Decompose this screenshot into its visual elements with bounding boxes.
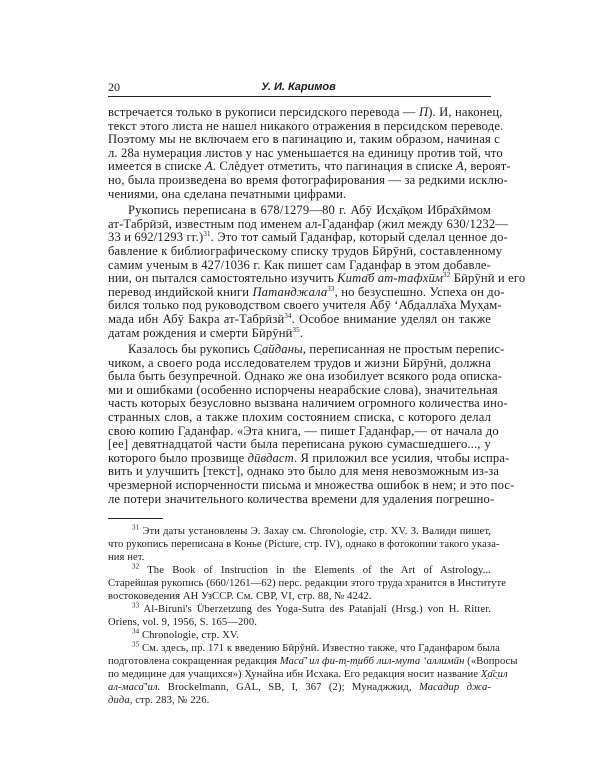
italic-text: Патанджала xyxy=(252,284,328,299)
italic-text: А xyxy=(455,159,464,174)
italic-text: дида, xyxy=(108,695,133,707)
body-line xyxy=(108,284,505,300)
footnote-ref: 34 xyxy=(284,311,292,320)
text-run: См. здесь, пр. 171 к введению Бӣрӯнӣ. Известно также, что Г̣аданфаром была xyxy=(139,643,500,655)
italic-text: Масадир джа- xyxy=(418,682,491,694)
body-line xyxy=(108,132,501,147)
text-run: , но безуспешно. Успеха он до- xyxy=(334,284,505,299)
text-run: Старейшая рукопись (660/1261—62) перс. редакции этого труда хранится в Институте xyxy=(108,578,507,590)
text-run: Поэтому мы не включаем его в пагинацию и, таким образом, начиная с xyxy=(108,132,501,147)
text-run: по медицине для учащихся») Х̣унайна ибн Исхака. Его редакция носит название xyxy=(108,669,481,681)
body-line xyxy=(108,118,504,134)
body-line xyxy=(108,464,500,479)
text-run: чиком, а своего рода исследователем трудов и жизни Бӣрӯнӣ, должна xyxy=(108,355,491,370)
footnote-line xyxy=(108,538,500,551)
body-line xyxy=(108,327,491,341)
footnote-line xyxy=(108,668,508,681)
text-run: самим ученым в 427/1036 г. Как пишет сам Г̣аданфар в этом добавле- xyxy=(108,257,491,272)
italic-text: Х̣а̄с̣ил xyxy=(480,669,508,681)
body-line xyxy=(108,491,495,507)
body-line xyxy=(108,382,498,398)
text-run: бавление к библиографическому списку трудов Бӣрӯнӣ, составленному xyxy=(108,243,503,258)
body-line xyxy=(108,172,508,188)
footnote-ref: 33 xyxy=(132,601,140,610)
footnote-ref: 34 xyxy=(132,627,140,636)
text-run: . Особое внимание уделял он также xyxy=(291,311,491,326)
running-title: У. И. Каримов xyxy=(261,81,336,93)
text-run: ния нет. xyxy=(108,552,145,564)
italic-text: П xyxy=(418,105,429,119)
footnote-line xyxy=(108,590,491,603)
body-line xyxy=(108,396,508,411)
text-run: 33 и 692/1293 гг.) xyxy=(108,230,204,245)
body-line xyxy=(108,342,505,357)
body-line xyxy=(108,369,503,384)
footnote-line xyxy=(108,525,491,538)
text-run: датам рождения и смерти Бӣрӯнӣ xyxy=(108,325,293,340)
footnote-ref: 31 xyxy=(203,230,211,239)
text-run: свою копию Г̣аданфар. «Эта книга, — пишет Г̣аданфар,— от начала до xyxy=(108,423,499,438)
text-run: Бӣрӯнӣ и его xyxy=(450,271,526,286)
footnotes xyxy=(108,523,518,707)
text-run: . xyxy=(299,325,304,340)
text-run: ле потери значительного количества времени для удаления погрешно- xyxy=(108,491,495,506)
text-run: которого было прозвище xyxy=(108,450,248,465)
text-run: вить и улучшить [текст], однако это было для меня невозможным из-за xyxy=(108,464,500,479)
footnote-ref: 32 xyxy=(132,562,140,571)
footnote-line xyxy=(108,629,491,642)
text-run: имеется в списке xyxy=(108,159,205,174)
body-line xyxy=(108,145,503,161)
body-line xyxy=(108,204,491,218)
text-run: стр. 283, № 226. xyxy=(132,695,210,707)
text-run: перевод индийской книги xyxy=(108,284,253,299)
text-run: что рукопись переписана в Конье (Picture, стр. IV), однако в фотокопии такого указа- xyxy=(108,539,500,551)
body-line xyxy=(108,411,491,425)
italic-text: дӣвдаст xyxy=(247,450,294,465)
body-line xyxy=(108,159,511,174)
body-line xyxy=(108,357,491,371)
body-line xyxy=(108,270,526,286)
footnote-line xyxy=(108,681,491,694)
footnote-divider xyxy=(108,518,163,519)
footnote-line xyxy=(108,551,491,564)
footnote-line xyxy=(108,694,491,707)
page-content xyxy=(108,105,526,707)
footnote-line xyxy=(108,577,507,590)
text-run: встречается только в рукописи персидского перевода — xyxy=(108,105,419,119)
text-run: («Вопросы xyxy=(464,656,518,668)
text-run: часть которых безусловно вызвана наличием огромного количества ино- xyxy=(108,396,508,411)
footnote-line xyxy=(108,603,491,616)
text-run: востоковедения АН УзССР. См. СВР, VI, стр. 88, № 4242. xyxy=(108,591,372,603)
text-run: но, была произведена во время фотографирования — за редкими исклю- xyxy=(108,172,508,187)
italic-text: Кита̄б ат-тафхӣм xyxy=(337,271,444,286)
text-run: , вероят- xyxy=(463,159,511,174)
text-run: Al-Biruni's Überzetzung des Yoga-Sutra des Patanjali (Hrsg.) von H. Ritter. xyxy=(139,604,491,616)
body-line xyxy=(108,478,515,493)
body-line xyxy=(108,298,502,313)
body-line xyxy=(108,450,510,466)
italic-text: ал-маса̄’ил. xyxy=(108,682,161,694)
footnote-ref: 33 xyxy=(327,284,335,293)
text-run: ми и ошибками (особенно испорчены неарабские слова), значительная xyxy=(108,382,498,397)
body-line xyxy=(108,243,503,259)
text-run: Chronologie, стр. XV. xyxy=(139,630,239,642)
page-header xyxy=(108,80,491,97)
text-run: переписанная не простым перепис- xyxy=(306,342,505,357)
text-run: подготовлена сокращенная редакция xyxy=(108,656,280,668)
text-run: [ее] девятнадцатой части была переписана рукою сумасшедшего..., у xyxy=(108,437,491,452)
text-run: ). И, наконец, xyxy=(428,105,503,119)
footnote-ref: 32 xyxy=(443,270,451,279)
italic-text: Маса̄’ ил фи-т̣-т̣ибб лил-мута ‘аллимӣн xyxy=(279,656,465,668)
body-line xyxy=(108,423,499,439)
body-line xyxy=(108,438,491,452)
body-text xyxy=(108,105,526,506)
body-line xyxy=(108,188,491,202)
text-run: нии, он пытался самостоятельно изучить xyxy=(108,271,338,286)
text-run: . Это тот самый Г̣аданфар, который сделал ценное до- xyxy=(210,230,508,245)
footnote-line xyxy=(108,616,491,629)
text-run: . Я приложил все усилия, чтобы испра- xyxy=(293,450,510,465)
text-run: л. 28а нумерация листов у нас уменьшается на единицу против той, что xyxy=(108,145,503,160)
text-run: чрезмерной испорченности письма и множества ошибок в нем; и это пос- xyxy=(108,478,515,493)
text-run: Brockelmann, GAL, SB, I, 367 (2); Мунаджжид, xyxy=(160,682,419,694)
footnote-ref: 31 xyxy=(132,523,140,532)
text-run: The Book of Instruction in the Elements of the Art of Astrology... xyxy=(139,565,491,577)
text-run: странных слов, а также плохим состоянием списка, с которого делал xyxy=(108,410,491,425)
text-run: бился только под руководством своего учителя Абӯ ‘Абдалла̄ха Мух̣ам- xyxy=(108,298,502,313)
page-number: 20 xyxy=(108,80,120,94)
italic-text: С̣айданы, xyxy=(253,342,307,357)
text-run: Эти даты установлены Э. Захау см. Chronologie, стр. XV. З. Валиди пишет, xyxy=(139,526,491,538)
text-run: Oriens, vol. 9, 1956, S. 165—200. xyxy=(108,617,257,629)
text-run: ат-Табрӣзӣ, известным под именем ал-Г̣аданфар (жил между 630/1232— xyxy=(108,216,509,231)
text-run: . Слèдует отметить, что пагинация в списке xyxy=(212,159,456,174)
text-run: текст этого листа не нашел никакого отражения в персидском переводе. xyxy=(108,118,504,133)
footnote-ref: 35 xyxy=(292,325,300,334)
footnote-line xyxy=(108,640,500,655)
text-run: Рукопись переписана в 678/1279—80 г. Абӯ Исх̣а̄к̣ом Ибра̄хӣмом xyxy=(128,203,491,218)
italic-text: А xyxy=(204,159,213,174)
footnote-ref: 35 xyxy=(132,640,140,649)
text-run: была быть безупречной. Однако же она изобилует всякого рода описка- xyxy=(108,369,503,384)
footnote-line xyxy=(108,564,491,577)
text-run: Казалось бы рукопись xyxy=(128,342,254,357)
body-line xyxy=(108,105,503,120)
footnote-line xyxy=(108,655,518,668)
text-run: чениями, она сделана печатными цифрами. xyxy=(108,186,347,201)
text-run: мада ибн Абӯ Бакра ат-Табрӣзӣ xyxy=(108,311,285,326)
body-line xyxy=(108,230,508,245)
